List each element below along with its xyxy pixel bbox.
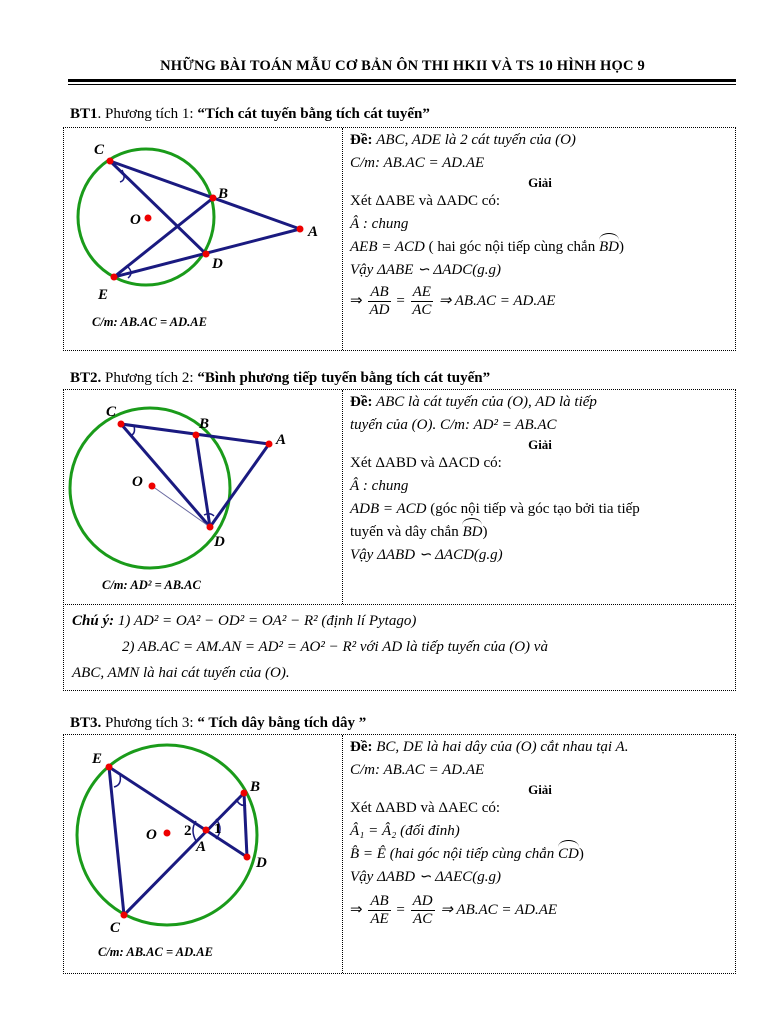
header-rule-thick [68,79,736,82]
bt3-figure [64,735,343,973]
bt2-title [70,370,490,387]
bt2-box [63,389,736,605]
bt3-frac1-top: AB [370,893,389,909]
bt3-point-A [203,827,210,834]
bt1-a-chung: Â : chung [350,216,409,232]
note-text [72,608,727,686]
note-label: Chú ý: [72,613,115,629]
bt2-angle-eq: ADB = ACD [350,501,427,517]
bt2-label-B: B [199,416,210,432]
bt1-frac2 [411,284,433,319]
bt1-point-C [107,158,114,165]
bt2-figure [64,390,343,604]
bt3-de-label: Đề: [350,739,373,755]
bt3-a-line: Â₁ = Â₂ (đối đỉnh) [350,823,460,839]
header-rule-thin [68,84,736,85]
note-line2: 2) AB.AC = AM.AN = AD² = AO² − R² với AD là tiếp tuyến của (O) và [122,639,548,655]
bt2-cm-caption: C/m: AD² = AB.AC [102,578,201,592]
bt3-angle-E [114,775,120,787]
bt1-figure [64,128,343,350]
bt1-title-prefix: . Phương tích 1: [97,106,198,122]
bt3-label-E: E [92,751,103,767]
bt3-line-BD [244,793,247,857]
bt1-angle-eq: AEB = ACD [350,239,425,255]
bt2-point-O [149,483,156,490]
bt1-label-A: A [308,224,319,240]
bt2-angle-close: ) [482,524,488,540]
bt1-point-E [111,274,118,281]
bt1-number: BT1 [70,106,98,122]
bt3-label-1: 1 [214,821,222,837]
bt1-ratio-line: ⇒ $\frac{AB}{AD}$ = $\frac{AE}{AC}$ ⇒ AB.AC = AD.AE [350,284,556,318]
note-line3: ABC, AMN là hai cát tuyến của (O). [72,665,290,681]
bt1-frac1-bot: AD [369,302,390,318]
bt2-label-C: C [106,404,117,420]
bt3-b-close: ) [578,846,584,862]
bt2-line-DA [210,444,269,527]
bt3-solution [350,736,730,928]
bt2-arc-BD: BD [462,521,482,544]
bt2-de-text: ABC là cát tuyến của (O), AD là tiếp [372,394,597,410]
bt3-point-C [121,912,128,919]
bt2-point-D [207,524,214,531]
bt1-frac1-top: AB [370,284,389,300]
bt3-frac1-bot: AE [370,911,389,927]
bt1-xet: Xét ΔABE và ΔADC có: [350,193,501,209]
bt3-result: ⇒ AB.AC = AD.AE [440,901,558,918]
bt3-title-quote: “ Tích dây bằng tích dây ” [197,715,367,731]
bt1-label-O: O [130,212,141,228]
bt3-xet: Xét ΔABD và ΔAEC có: [350,800,501,816]
note-box [63,604,736,691]
bt3-diagram [64,735,342,973]
bt1-cm-caption: C/m: AB.AC = AD.AE [92,315,207,329]
bt1-vay: Vậy ΔABE ∽ ΔADC(g.g) [350,262,501,278]
bt3-ratio-line: ⇒ $\frac{AB}{AE}$ = $\frac{AD}{AC}$ ⇒ AB.AC = AD.AE [350,893,558,927]
bt1-solution [350,129,730,319]
bt1-label-E: E [98,287,109,303]
bt3-label-A: A [196,839,207,855]
bt1-frac2-bot: AC [412,302,432,318]
bt3-point-E [106,764,113,771]
bt3-label-C: C [110,920,121,936]
bt1-point-D [203,251,210,258]
bt2-label-A: A [276,432,287,448]
bt2-label-D: D [214,534,225,550]
note-line1: 1) AD² = OA² − OD² = OA² − R² (định lí Pytago) [114,613,417,629]
bt3-point-O [164,830,171,837]
bt3-label-D: D [256,855,267,871]
bt3-box [63,734,736,974]
bt1-arc-BD: BD [599,236,619,259]
bt2-diagram [64,390,342,604]
bt1-point-O [145,215,152,222]
bt3-giai: Giải [528,782,552,797]
bt1-giai: Giải [528,175,552,190]
bt3-cm-caption: C/m: AB.AC = AD.AE [98,945,213,959]
bt1-title-quote: “Tích cát tuyến bằng tích cát tuyến” [197,106,430,122]
bt1-point-B [210,195,217,202]
bt1-angle-reason: ( hai góc nội tiếp cùng chắn [424,239,599,255]
bt3-label-2: 2 [184,823,192,839]
bt3-title [70,715,366,732]
bt3-point-D [244,854,251,861]
bt3-point-B [241,790,248,797]
bt2-point-C [118,421,125,428]
bt3-number: BT3. [70,715,102,731]
bt3-label-O: O [146,827,157,843]
bt3-frac2 [411,893,435,928]
bt3-arc-CD: CD [558,843,579,866]
bt2-label-O: O [132,474,143,490]
bt1-de-label: Đề: [350,132,373,148]
bt2-title-prefix: Phương tích 2: [101,370,198,386]
page-header: NHỮNG BÀI TOÁN MẪU CƠ BẢN ÔN THI HKII VÀ TS 10 HÌNH HỌC 9 [160,58,645,74]
bt1-frac2-top: AE [412,284,431,300]
bt3-b-line: B̂ = Ê (hai góc nội tiếp cùng chắn [350,846,558,862]
bt2-solution [350,391,730,567]
bt3-frac1 [368,893,390,928]
bt2-xet: Xét ΔABD và ΔACD có: [350,455,502,471]
bt3-line-EC [109,767,124,915]
bt3-vay: Vậy ΔABD ∽ ΔAEC(g.g) [350,869,501,885]
bt2-point-B [193,432,200,439]
bt1-angle-close: ) [618,239,624,255]
bt2-vay: Vậy ΔABD ∽ ΔACD(g.g) [350,547,503,563]
bt1-label-C: C [94,142,105,158]
bt3-cm-line: C/m: AB.AC = AD.AE [350,762,485,778]
bt1-cm-line: C/m: AB.AC = AD.AE [350,155,485,171]
bt2-de-text2: tuyến của (O). C/m: AD² = AB.AC [350,417,557,433]
bt1-point-A [297,226,304,233]
bt1-label-B: B [218,186,229,202]
bt2-point-A [266,441,273,448]
bt1-frac1 [368,284,390,319]
bt1-title [70,106,430,123]
bt2-giai: Giải [528,437,552,452]
bt3-frac2-bot: AC [413,911,433,927]
bt2-title-quote: “Bình phương tiếp tuyến bằng tích cát tuyến” [197,370,491,386]
bt3-line-CB [124,793,244,915]
bt3-title-prefix: Phương tích 3: [101,715,198,731]
bt3-label-B: B [250,779,261,795]
bt2-angle-reason: (góc nội tiếp và góc tạo bởi tia tiếp [426,501,640,517]
bt2-angle-reason2: tuyến và dây chắn [350,524,463,540]
bt1-de-text: ABC, ADE là 2 cát tuyến của (O) [376,132,576,148]
bt2-de-label: Đề: [350,394,373,410]
bt3-frac2-top: AD [412,893,433,909]
bt1-box [63,127,736,351]
bt2-number: BT2. [70,370,102,386]
bt1-result: ⇒ AB.AC = AD.AE [438,292,556,309]
bt1-label-D: D [212,256,223,272]
bt3-de-text: BC, DE là hai dây của (O) cắt nhau tại A. [372,739,629,755]
bt2-a-chung: Â : chung [350,478,409,494]
